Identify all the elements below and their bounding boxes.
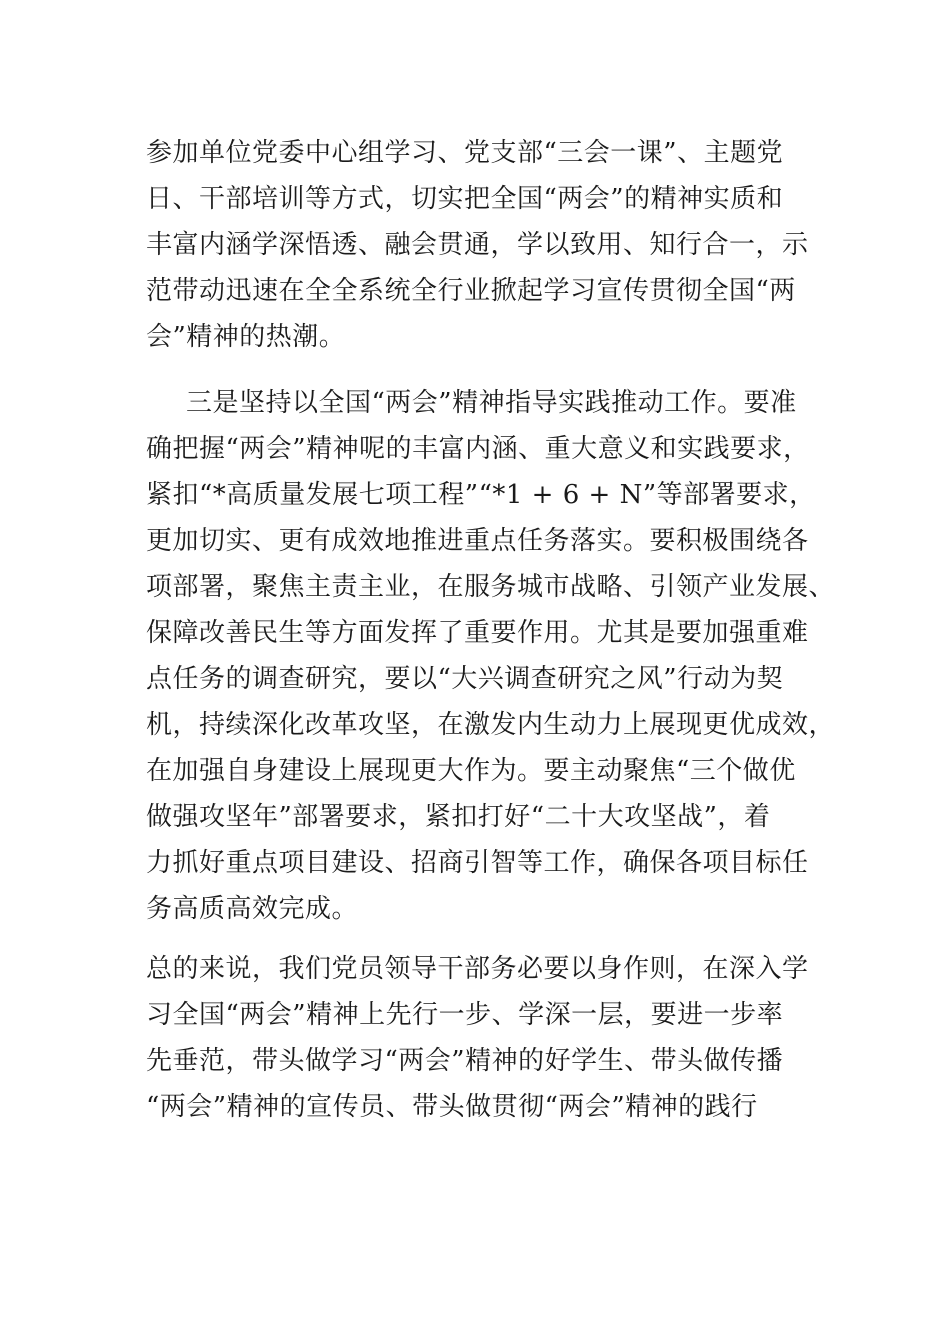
text-line: 机，持续深化改革攻坚，在激发内生动力上展现更优成效， — [146, 710, 836, 740]
text-line: 力抓好重点项目建设、招商引智等工作，确保各项目标任 — [146, 848, 809, 878]
text-line: 更加切实、更有成效地推进重点任务落实。要积极围绕各 — [146, 526, 809, 556]
text-line: 丰富内涵学深悟透、融会贯通，学以致用、知行合一，示 — [146, 230, 809, 260]
text-line: 参加单位党委中心组学习、党支部“三会一课”、主题党 — [146, 138, 784, 168]
text-line: 在加强自身建设上展现更大作为。要主动聚焦“三个做优 — [146, 756, 796, 786]
text-line: 务高质高效完成。 — [146, 894, 359, 924]
text-line: “两会”精神的宣传员、带头做贯彻“两会”精神的践行 — [146, 1092, 758, 1122]
text-line: 保障改善民生等方面发挥了重要作用。尤其是要加强重难 — [146, 618, 809, 648]
text-line: 先垂范，带头做学习“两会”精神的好学生、带头做传播 — [146, 1046, 784, 1076]
text-line: 会”精神的热潮。 — [146, 322, 346, 352]
text-line: 确把握“两会”精神呢的丰富内涵、重大意义和实践要求， — [146, 434, 810, 464]
paragraph-first-line: 总的来说，我们党员领导干部务必要以身作则，在深入学 — [146, 954, 809, 984]
text-line: 日、干部培训等方式，切实把全国“两会”的精神实质和 — [146, 184, 784, 214]
text-line: 项部署，聚焦主责主业，在服务城市战略、引领产业发展、 — [146, 572, 836, 602]
paragraph-first-line: 三是坚持以全国“两会”精神指导实践推动工作。要准 — [186, 388, 797, 418]
text-line: 范带动迅速在全全系统全行业掀起学习宣传贯彻全国“两 — [146, 276, 796, 306]
text-line: 点任务的调查研究，要以“大兴调查研究之风”行动为契 — [146, 664, 784, 694]
text-line: 紧扣“*高质量发展七项工程”“*1 + 6 + N”等部署要求， — [146, 480, 816, 510]
text-line: 习全国“两会”精神上先行一步、学深一层，要进一步率 — [146, 1000, 784, 1030]
text-line: 做强攻坚年”部署要求，紧扣打好“二十大攻坚战”，着 — [146, 802, 771, 832]
